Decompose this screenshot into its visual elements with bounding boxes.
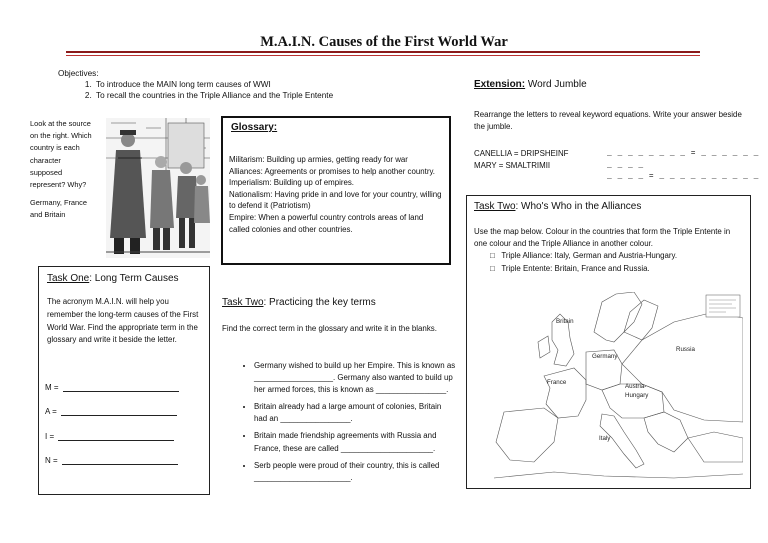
extension-intro: Rearrange the letters to reveal keyword equations. Write your answer beside the jumble. — [474, 110, 742, 132]
list-item: • Serb people were proud of their country, this is called ______________________. — [254, 460, 456, 484]
glossary-entry-imperialism: Imperialism: Building up of empires. — [229, 178, 354, 188]
alliances-heading — [474, 201, 743, 212]
source-prompt — [30, 118, 92, 222]
task-two-list — [224, 360, 456, 489]
answer-blank[interactable] — [62, 456, 178, 465]
answer-blank[interactable] — [63, 383, 179, 392]
task-two-intro: Find the correct term in the glossary and write it in the blanks. — [222, 324, 437, 333]
title-rule-thin — [66, 55, 700, 56]
glossary-entry-nationalism: Nationalism: Having pride in and love for your country, willing to defend it (Patriotism) — [229, 189, 442, 211]
europe-map[interactable] — [474, 292, 743, 484]
task-two-heading-rest: : Practicing the key terms — [263, 297, 376, 308]
glossary-heading: Glossary: — [231, 122, 278, 133]
extension-heading-rest: Word Jumble — [525, 79, 587, 90]
letter-label: I = — [45, 431, 55, 441]
map-label-france: France — [547, 379, 567, 386]
glossary-entry-empire: Empire: When a powerful country controls areas of land called colonies and other countries. — [229, 212, 424, 234]
jumble-list — [474, 148, 569, 171]
list-item: • Germany wished to build up her Empire. This is known as __________________. Germany also wanted to build up her armed forces, this is known as ________________. — [254, 360, 456, 396]
alliance-text: Triple Alliance: Italy, German and Austria-Hungary. — [501, 251, 678, 261]
extension-heading-label: Extension: — [474, 79, 526, 90]
glossary-box — [221, 116, 451, 265]
letter-label: N = — [45, 456, 58, 466]
objectives-heading: Objectives: — [58, 69, 99, 78]
alliance-item: □ Triple Alliance: Italy, German and Austria-Hungary. — [490, 251, 678, 261]
letter-line-m[interactable] — [45, 367, 203, 392]
alliances-heading-label: Task Two — [474, 201, 516, 212]
jumble-item: CANELLIA = DRIPSHEINF — [474, 149, 569, 158]
alliance-item: □ Triple Entente: Britain, France and Russia. — [490, 263, 650, 273]
map-label-russia: Russia — [676, 346, 695, 353]
glossary-entry-militarism: Militarism: Building up armies, getting ready for war — [229, 155, 408, 164]
task-one-heading-rest: : Long Term Causes — [89, 273, 179, 284]
letter-line-n[interactable] — [45, 441, 203, 466]
letter-line-a[interactable] — [45, 392, 203, 417]
objective-item: 1. To introduce the MAIN long term causes of WWI — [94, 79, 333, 90]
jumble-item: MARY = SMALTRIMII — [474, 160, 551, 170]
map-label-britain: Britain — [556, 318, 574, 325]
task-one-text: The acronym M.A.I.N. will help you remember the long-term causes of the First World War. Find the appropriate term in the glossary and write it beside the letter. — [47, 297, 199, 345]
task-one-box — [38, 266, 210, 495]
extension-heading — [474, 79, 587, 90]
page-title: M.A.I.N. Causes of the First World War — [260, 34, 508, 50]
alliances-intro: Use the map below. Colour in the countries that form the Triple Entente in one colour and the Triple Alliance in another colour. — [474, 227, 731, 249]
letter-label: M = — [45, 382, 59, 392]
task-one-heading — [47, 273, 203, 284]
glossary-entry-alliances: Alliances: Agreements or promises to help another country. — [229, 166, 435, 176]
alliances-heading-rest: : Who's Who in the Alliances — [515, 201, 642, 212]
jumble-answers[interactable] — [607, 148, 768, 183]
list-item: • Britain already had a large amount of colonies, Britain had an ________________. — [254, 401, 456, 425]
cartoon-illustration — [106, 118, 210, 258]
title-rule — [66, 51, 700, 53]
task-two-heading — [222, 297, 376, 308]
main-letter-lines — [45, 367, 203, 465]
answer-blank[interactable] — [58, 432, 174, 441]
objective-item: 2. To recall the countries in the Triple Alliance and the Triple Entente — [94, 90, 333, 101]
list-item: • Britain made friendship agreements with Russia and France, these are called _____________________. — [254, 430, 456, 454]
task-one-heading-label: Task One — [47, 273, 90, 284]
map-label-austria: Austria- — [625, 383, 647, 390]
jumble-answer-blank[interactable]: _ _ _ _ _ _ _ _ = _ _ _ _ _ _ _ _ _ _ — [607, 149, 759, 170]
answer-blank[interactable] — [61, 407, 177, 416]
source-question: Look at the source on the right. Which country is each character supposed represent? Why? — [30, 119, 92, 190]
letter-line-i[interactable] — [45, 416, 203, 441]
objectives — [58, 68, 333, 101]
letter-label: A = — [45, 407, 57, 417]
map-label-hungary: Hungary — [625, 392, 649, 399]
task-two-heading-label: Task Two — [222, 297, 264, 308]
jumble-answer-blank[interactable]: _ _ _ _ = _ _ _ _ _ _ _ _ _ _ — [607, 172, 759, 181]
alliance-text: Triple Entente: Britain, France and Russia. — [501, 263, 650, 273]
map-label-italy: Italy — [599, 435, 611, 442]
map-label-germany: Germany — [592, 353, 618, 360]
source-answer: Germany, France and Britain — [30, 198, 87, 220]
